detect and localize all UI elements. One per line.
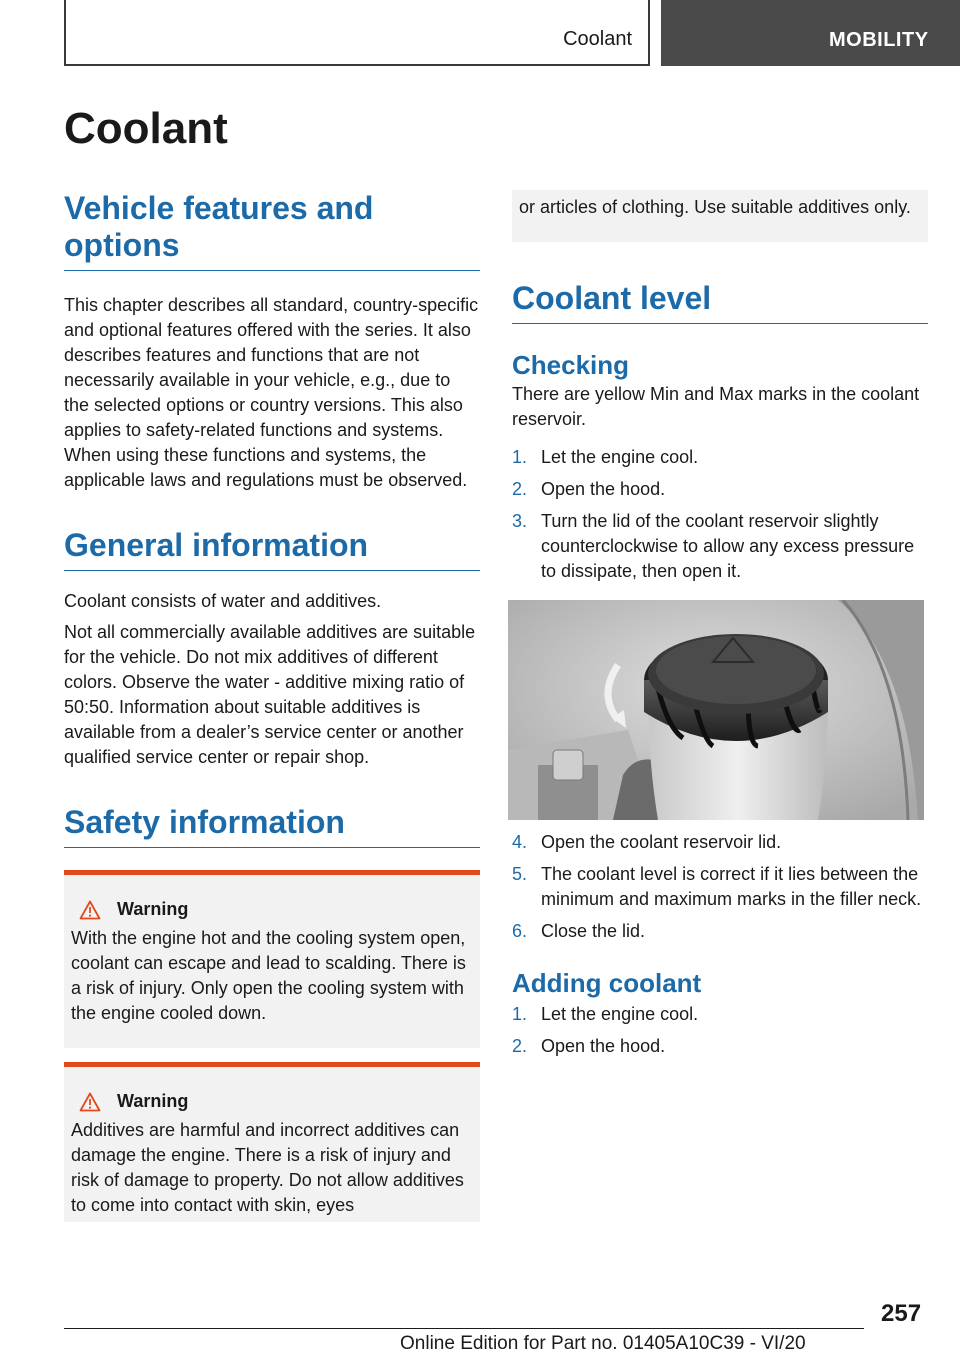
warning-text-continued: or articles of clothing. Use suitable additives only. — [519, 197, 911, 217]
heading-general-information: General information — [64, 527, 480, 571]
warning-box-additives-continued — [512, 190, 928, 242]
warning-label: Warning — [117, 899, 189, 919]
warning-box-scalding — [64, 870, 480, 1048]
list-item: 3. Turn the lid of the coolant reservoir slightly counterclockwise to allow any excess pressure to dissipate, then open it. — [512, 511, 915, 581]
vehicle-features-text: This chapter describes all standard, country-specific and optional features offered with the series. It also describes features and functions that are not necessarily available in your vehicle, e.g., due to the selected options or country versions. This also applies to safety-related functions and systems. When using these functions and systems, the applicable laws and regulations must be observed. — [64, 295, 479, 490]
checking-intro: There are yellow Min and Max marks in the coolant reservoir. — [512, 384, 920, 429]
checking-steps-list-continued — [512, 830, 928, 944]
page-number: 257 — [881, 1300, 922, 1327]
coolant-reservoir-cap-photo — [508, 600, 924, 820]
running-header — [64, 0, 650, 66]
general-info-para-1: Coolant consists of water and additives. — [64, 591, 382, 611]
warning-header — [71, 899, 472, 920]
list-item: 4. Open the coolant reservoir lid. — [512, 832, 782, 852]
warning-text: With the engine hot and the cooling system open, coolant can escape and lead to scalding. There is a risk of injury. Only open the cooling system with the engine cooled down. — [71, 928, 466, 1023]
list-item: 2. Open the hood. — [512, 1036, 666, 1056]
warning-header — [71, 1091, 472, 1112]
checking-steps-list — [512, 445, 928, 584]
heading-coolant-level: Coolant level — [512, 280, 928, 324]
general-info-para-2: Not all commercially available additives are suitable for the vehicle. Do not mix additives of different colors. Observe the water - additive mixing ratio of 50:50. Information about suitable additives is available from a dealer’s service center or another qualified service center or repair shop. — [64, 622, 476, 767]
warning-box-additives — [64, 1062, 480, 1222]
heading-vehicle-features: Vehicle features and options — [64, 190, 480, 271]
warning-triangle-icon — [79, 900, 101, 920]
page-title: Coolant — [64, 104, 228, 153]
left-column — [64, 190, 480, 1222]
list-item: 1. Let the engine cool. — [512, 447, 699, 467]
right-column — [512, 190, 928, 1059]
footer-divider — [64, 1328, 864, 1329]
warning-text: Additives are harmful and incorrect additives can damage the engine. There is a risk of injury and risk of damage to property. Do not allow additives to come into contact with skin, eyes — [71, 1120, 464, 1215]
warning-label: Warning — [117, 1091, 189, 1111]
header-section-title: Coolant — [563, 28, 632, 50]
heading-adding-coolant: Adding coolant — [512, 968, 702, 998]
heading-checking: Checking — [512, 350, 630, 380]
heading-safety-information: Safety information — [64, 804, 480, 848]
adding-steps-list — [512, 1002, 928, 1059]
list-item: 6. Close the lid. — [512, 921, 646, 941]
list-item: 5. The coolant level is correct if it lies between the minimum and maximum marks in the filler neck. — [512, 864, 922, 909]
list-item: 1. Let the engine cool. — [512, 1004, 699, 1024]
header-chapter-tab: MOBILITY — [661, 0, 960, 66]
footer-edition: Online Edition for Part no. 01405A10C39 - VI/20 — [400, 1333, 806, 1354]
list-item: 2. Open the hood. — [512, 479, 666, 499]
warning-triangle-icon — [79, 1092, 101, 1112]
